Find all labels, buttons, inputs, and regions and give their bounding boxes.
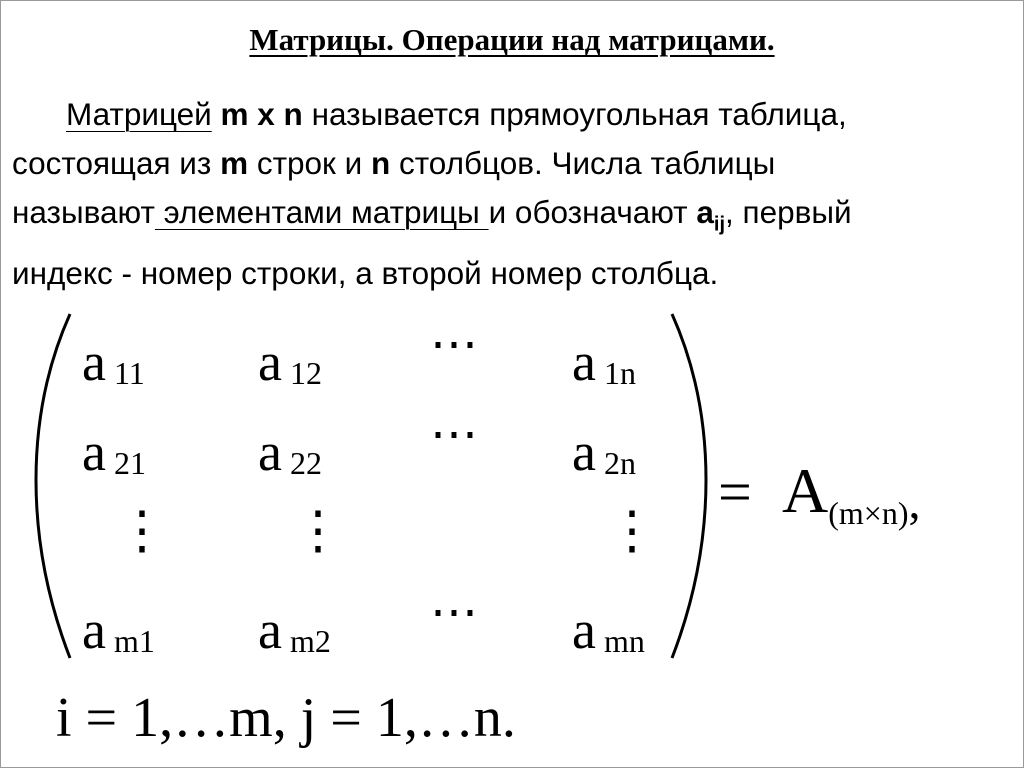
right-parenthesis	[672, 314, 706, 658]
matrix-cell-r1-c4	[572, 332, 636, 392]
definition-text-1: называется прямоугольная таблица,	[302, 96, 847, 132]
matrix-cell-base: a	[572, 422, 596, 482]
definition-text-3c: , первый	[725, 194, 852, 230]
definition-line-2	[12, 139, 1012, 188]
matrix-cell-base: a	[572, 600, 596, 660]
matrix-cell-subscript: 21	[113, 445, 146, 481]
matrix-cell-subscript: m1	[113, 623, 155, 659]
definition-paragraph	[12, 90, 1012, 298]
matrix-cell-base: a	[82, 332, 106, 392]
left-parenthesis	[36, 314, 70, 658]
definition-text-3b: и обозначают	[488, 194, 697, 230]
equals-sign: =	[718, 459, 752, 525]
matrix-cell-r4-c4	[572, 600, 645, 660]
matrix-cell-r1-c3: ⋯	[430, 318, 478, 371]
matrix-cell-base: a	[258, 332, 282, 392]
aij-base: a	[696, 194, 714, 230]
term-elements: элементами матрицы	[154, 194, 489, 230]
indices-line: i = 1,…m, j = 1,…n.	[56, 687, 516, 749]
result-subscript: (m×n)	[828, 495, 909, 531]
matrix-cell-r4-c1	[82, 600, 155, 660]
matrix-cell-subscript: 11	[113, 355, 145, 391]
matrix-result-symbol	[782, 455, 920, 531]
matrix-cell-base: a	[82, 600, 106, 660]
aij-sub: ij	[713, 213, 726, 236]
slide-title-text: Матрицы. Операции над матрицами.	[249, 22, 775, 57]
matrix-cell-r3-c4: ⋮	[606, 503, 658, 560]
size-mxn: m x n	[220, 96, 303, 132]
matrix-cell-r1-c1	[82, 332, 145, 392]
trailing-comma: ,	[908, 476, 921, 529]
matrix-cell-base: a	[82, 422, 106, 482]
matrix-cell-subscript: m2	[289, 623, 331, 659]
matrix-cell-r3-c2: ⋮	[292, 503, 344, 560]
matrix-cell-subscript: 2n	[603, 445, 636, 481]
matrix-cell-r4-c3: ⋯	[430, 586, 478, 639]
matrix-cell-r1-c2	[258, 332, 322, 392]
definition-line-4: индекс - номер строки, а второй номер столбца.	[12, 255, 719, 292]
matrix-cell-r3-c1: ⋮	[116, 503, 168, 560]
matrix-cell-base: a	[572, 332, 596, 392]
definition-text-2c: столбцов. Числа таблицы	[390, 145, 776, 181]
term-matrix: Матрицей	[66, 96, 212, 132]
symbol-n: n	[370, 145, 391, 181]
matrix-cell-subscript: 12	[289, 355, 322, 391]
symbol-aij	[696, 194, 726, 236]
matrix-formula	[0, 300, 1024, 768]
result-base: A	[782, 455, 829, 526]
matrix-cell-r2-c1	[82, 422, 146, 482]
matrix-cell-r2-c4	[572, 422, 636, 482]
definition-text-2b: строк и	[248, 145, 371, 181]
matrix-cell-subscript: mn	[603, 623, 645, 659]
matrix-cell-base: a	[258, 600, 282, 660]
symbol-m: m	[220, 145, 249, 181]
matrix-cell-r2-c3: ⋯	[430, 408, 478, 461]
matrix-cell-r4-c2	[258, 600, 331, 660]
matrix-cell-base: a	[258, 422, 282, 482]
definition-line-3	[12, 188, 1012, 249]
definition-line-1	[12, 90, 1012, 139]
matrix-cells	[82, 318, 658, 660]
matrix-cell-subscript: 1n	[603, 355, 636, 391]
definition-text-3a: называют	[12, 194, 155, 230]
matrix-cell-r2-c2	[258, 422, 322, 482]
matrix-cell-subscript: 22	[289, 445, 322, 481]
slide-title	[0, 22, 1024, 58]
definition-text-2a: состоящая из	[12, 145, 221, 181]
